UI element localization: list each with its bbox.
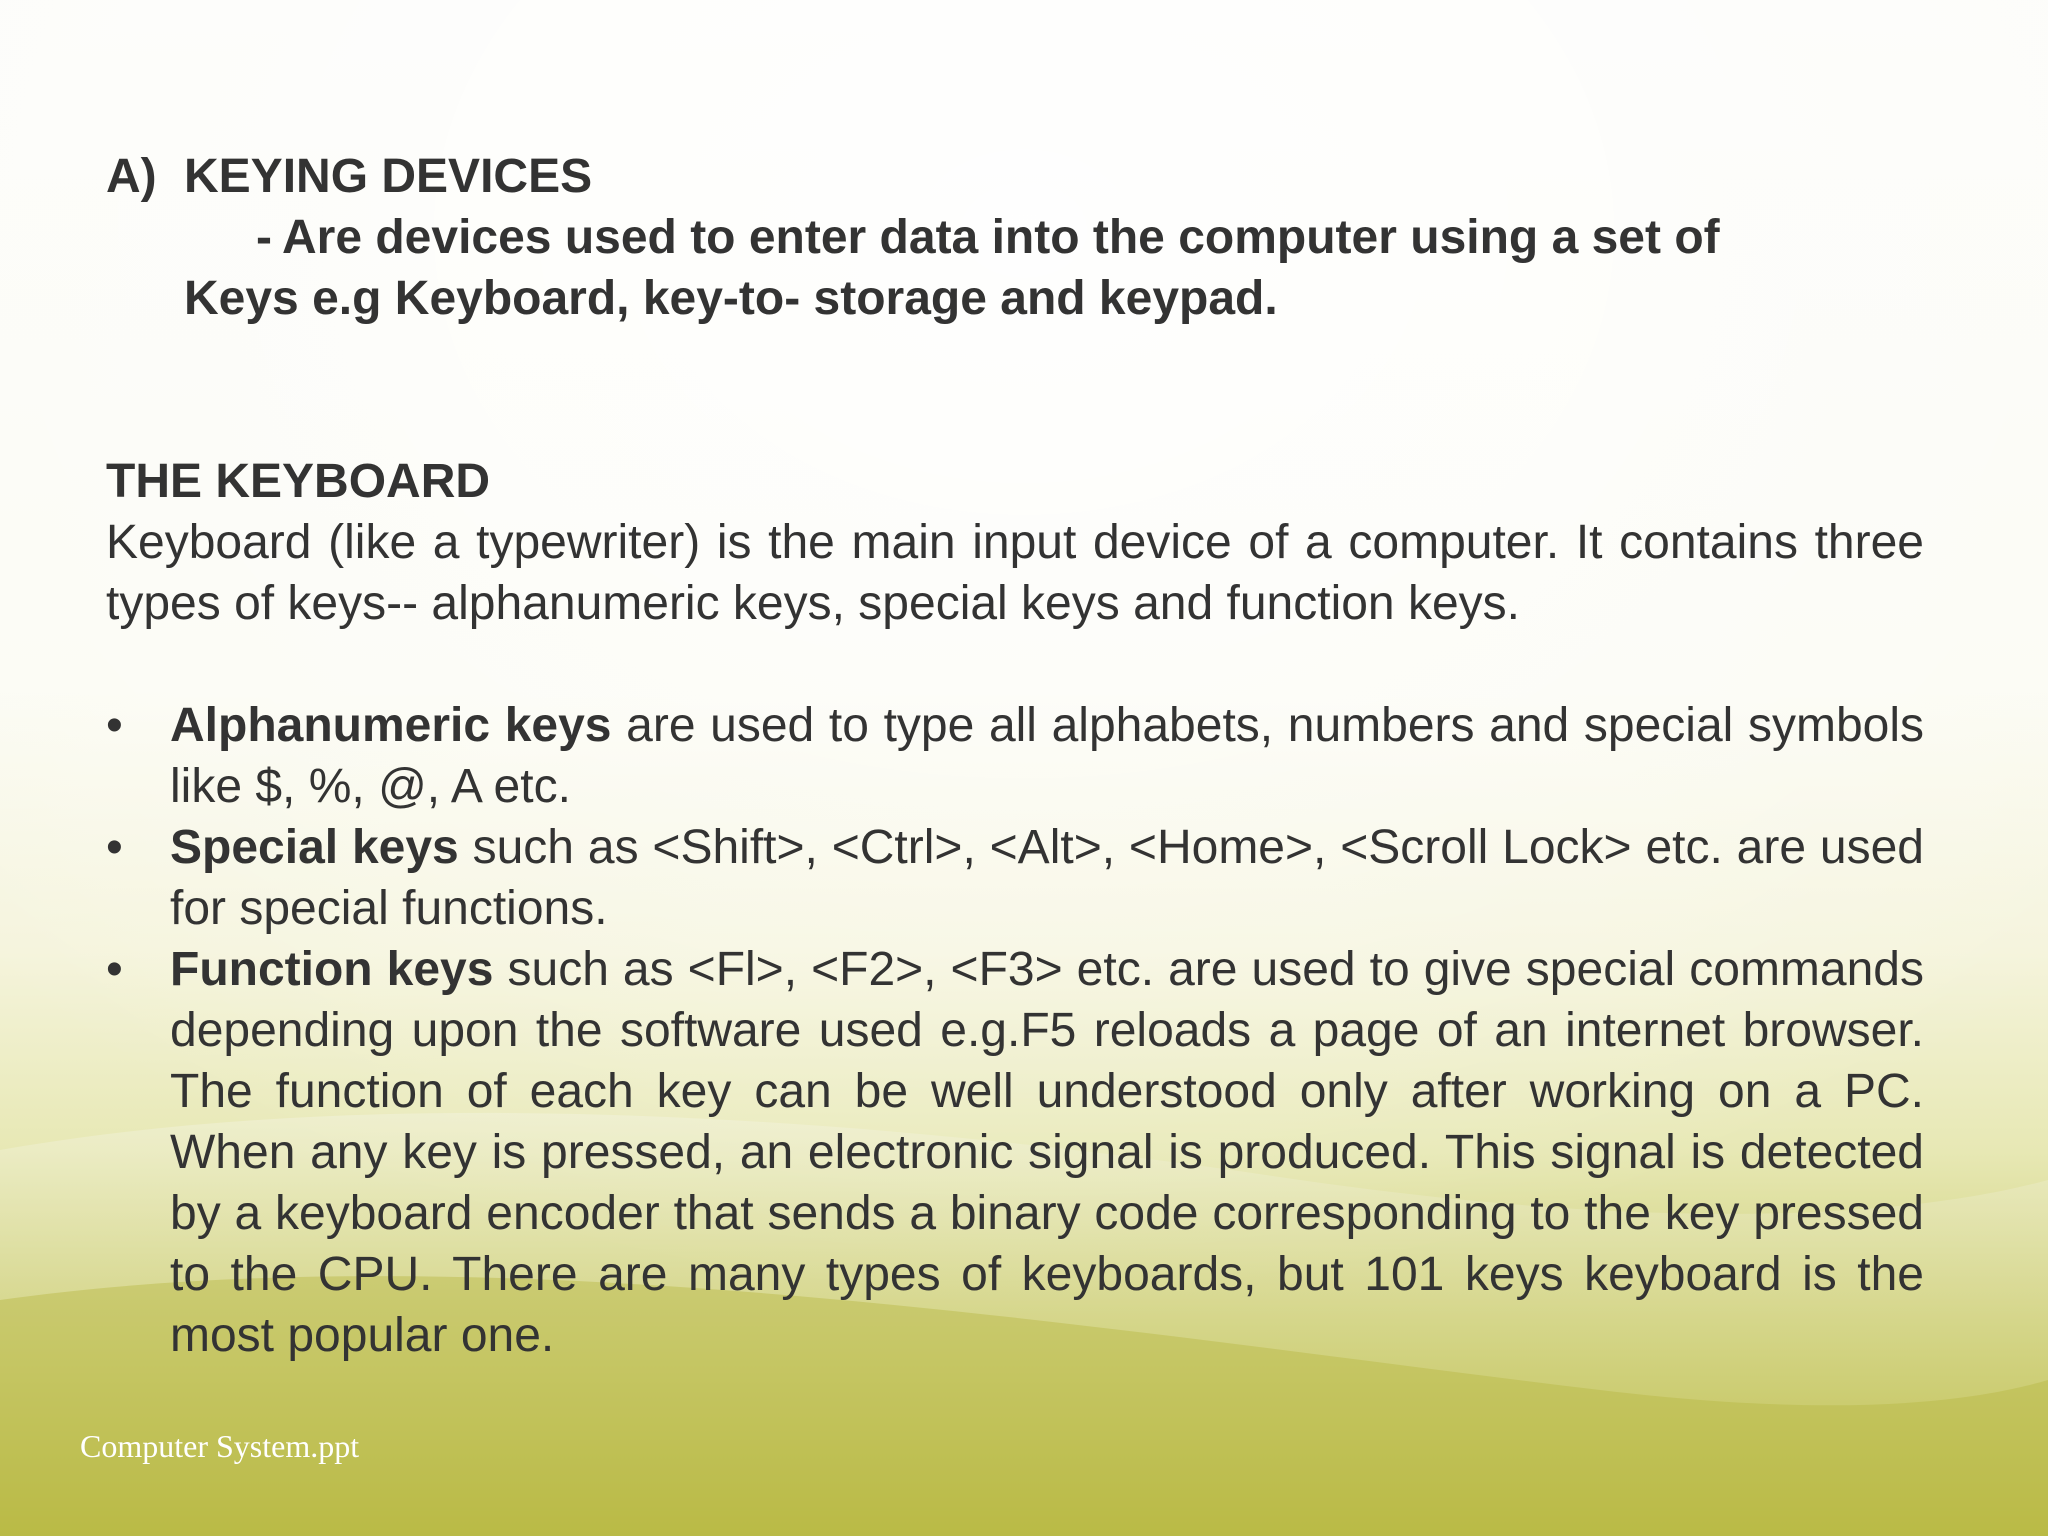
description-line-2: Keys e.g Keyboard, key-to- storage and keypad. xyxy=(184,272,1278,325)
description-dash: - xyxy=(256,211,272,264)
description-line-1 xyxy=(184,207,1924,268)
section-letter: A) xyxy=(106,150,157,203)
list-item-text: are used to type all alphabets, numbers and special symbols like $, %, @, A etc. xyxy=(170,699,1924,813)
section-title: KEYING DEVICES xyxy=(184,150,593,203)
list-item-text: such as <Shift>, <Ctrl>, <Alt>, <Home>, <Scroll Lock> etc. are used for special functions. xyxy=(170,821,1924,935)
keying-devices-section xyxy=(106,146,1924,329)
footer-filename: Computer System.ppt xyxy=(80,1428,360,1464)
bullet-icon: • xyxy=(106,943,123,996)
keying-devices-heading xyxy=(106,146,1924,207)
bullet-icon: • xyxy=(106,699,123,752)
list-item-function xyxy=(106,939,1924,1366)
key-types-list xyxy=(106,695,1924,1366)
bullet-icon: • xyxy=(106,821,123,874)
description-line-1-text: Are devices used to enter data into the computer using a set of xyxy=(281,211,1720,264)
list-item-alphanumeric xyxy=(106,695,1924,817)
list-item-special xyxy=(106,817,1924,939)
keyboard-paragraph: Keyboard (like a typewriter) is the main input device of a computer. It contains three types of keys-- alphanumeric keys, special keys and function keys. xyxy=(106,516,1924,630)
list-item-term: Alphanumeric keys xyxy=(170,699,612,752)
list-item-term: Special keys xyxy=(170,821,459,874)
keyboard-heading: THE KEYBOARD xyxy=(106,455,491,508)
slide-content xyxy=(106,146,1924,1366)
list-item-text: such as <Fl>, <F2>, <F3> etc. are used to give special commands depending upon the software used e.g.F5 reloads a page of an internet browser. The function of each key can be well understood only after working on a PC. When any key is pressed, an electronic signal is produced. This signal is detected by a keyboard encoder that sends a binary code corresponding to the key pressed to the CPU. There are many types of keyboards, but 101 keys keyboard is the most popular one. xyxy=(170,943,1925,1362)
keying-devices-description xyxy=(106,207,1924,329)
list-item-term: Function keys xyxy=(170,943,494,996)
